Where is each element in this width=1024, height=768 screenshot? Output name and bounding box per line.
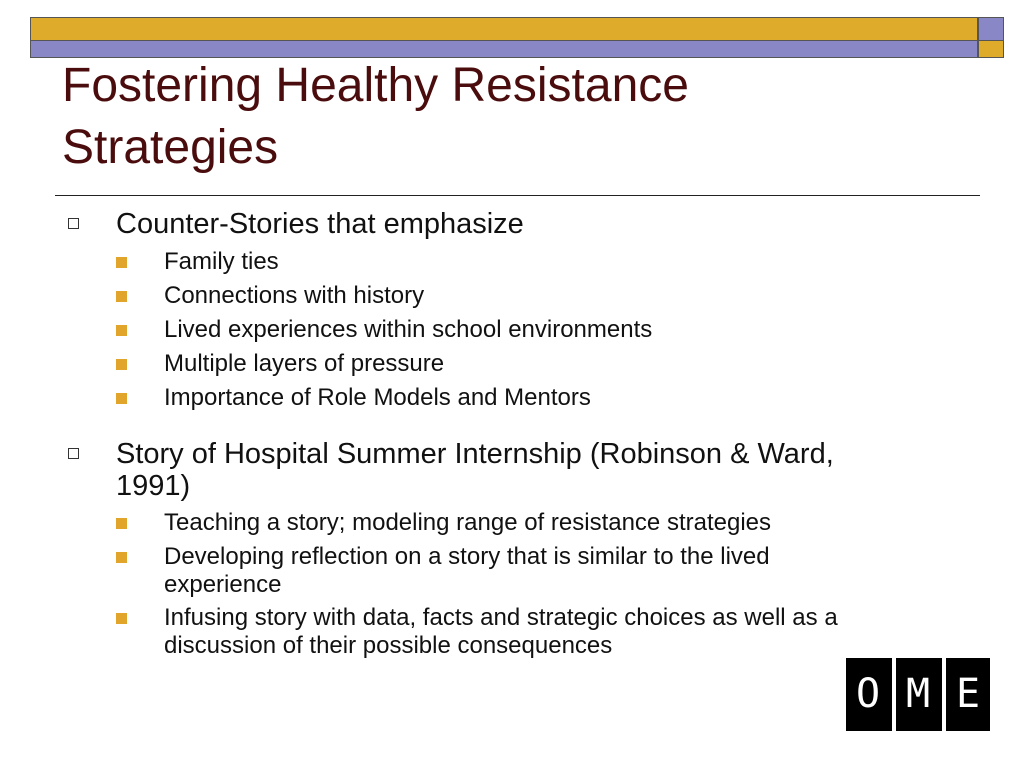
- sub-bullet-text: Family ties: [164, 248, 279, 275]
- sub-bullet: [164, 248, 974, 276]
- hollow-square-bullet-icon: [68, 218, 79, 229]
- square-bullet-icon: [116, 359, 127, 370]
- logo-letter-m: M: [905, 671, 931, 717]
- sub-bullet: [164, 604, 974, 660]
- sub-bullet-text: Lived experiences within school environments: [164, 316, 653, 343]
- square-bullet-icon: [116, 325, 127, 336]
- sub-bullet: [164, 384, 974, 412]
- sub-bullet-text: Connections with history: [164, 282, 425, 309]
- bullet-text-line-1: Story of Hospital Summer Internship (Robinson & Ward,: [116, 438, 834, 470]
- sub-bullet: [164, 543, 974, 599]
- bullet-text-line-2: 1991): [116, 470, 191, 502]
- bullet-counter-stories: [116, 208, 976, 240]
- bullet-hospital-internship: [116, 438, 976, 502]
- sub-bullet-text-line-1: Developing reflection on a story that is similar to the lived: [164, 543, 770, 570]
- hollow-square-bullet-icon: [68, 448, 79, 459]
- sub-bullet-text: Importance of Role Models and Mentors: [164, 384, 591, 411]
- header-bar-gold: [30, 17, 978, 41]
- sub-bullet-text: Teaching a story; modeling range of resistance strategies: [164, 509, 771, 536]
- sub-bullet-text-line-2: discussion of their possible consequences: [164, 632, 613, 659]
- sub-bullet-text-line-1: Infusing story with data, facts and strategic choices as well as a: [164, 604, 838, 631]
- square-bullet-icon: [116, 257, 127, 268]
- logo-letter-o: O: [855, 671, 881, 717]
- slide-title: [62, 55, 962, 179]
- slide-title-line-2: Strategies: [62, 121, 279, 174]
- slide-title-line-1: Fostering Healthy Resistance: [62, 59, 689, 112]
- sub-bullet: [164, 316, 974, 344]
- header-corner-purple: [978, 17, 1004, 41]
- ome-logo: [846, 658, 990, 731]
- sub-bullet-text-line-2: experience: [164, 571, 282, 598]
- sub-bullet: [164, 282, 974, 310]
- square-bullet-icon: [116, 552, 127, 563]
- square-bullet-icon: [116, 393, 127, 404]
- sub-bullet: [164, 350, 974, 378]
- sub-bullet-text: Multiple layers of pressure: [164, 350, 445, 377]
- square-bullet-icon: [116, 291, 127, 302]
- header-corner-gold: [978, 41, 1004, 58]
- title-divider: [55, 195, 980, 196]
- square-bullet-icon: [116, 613, 127, 624]
- logo-letter-e: E: [955, 671, 981, 717]
- square-bullet-icon: [116, 518, 127, 529]
- sub-bullet: [164, 509, 974, 537]
- bullet-text: Counter-Stories that emphasize: [116, 208, 524, 240]
